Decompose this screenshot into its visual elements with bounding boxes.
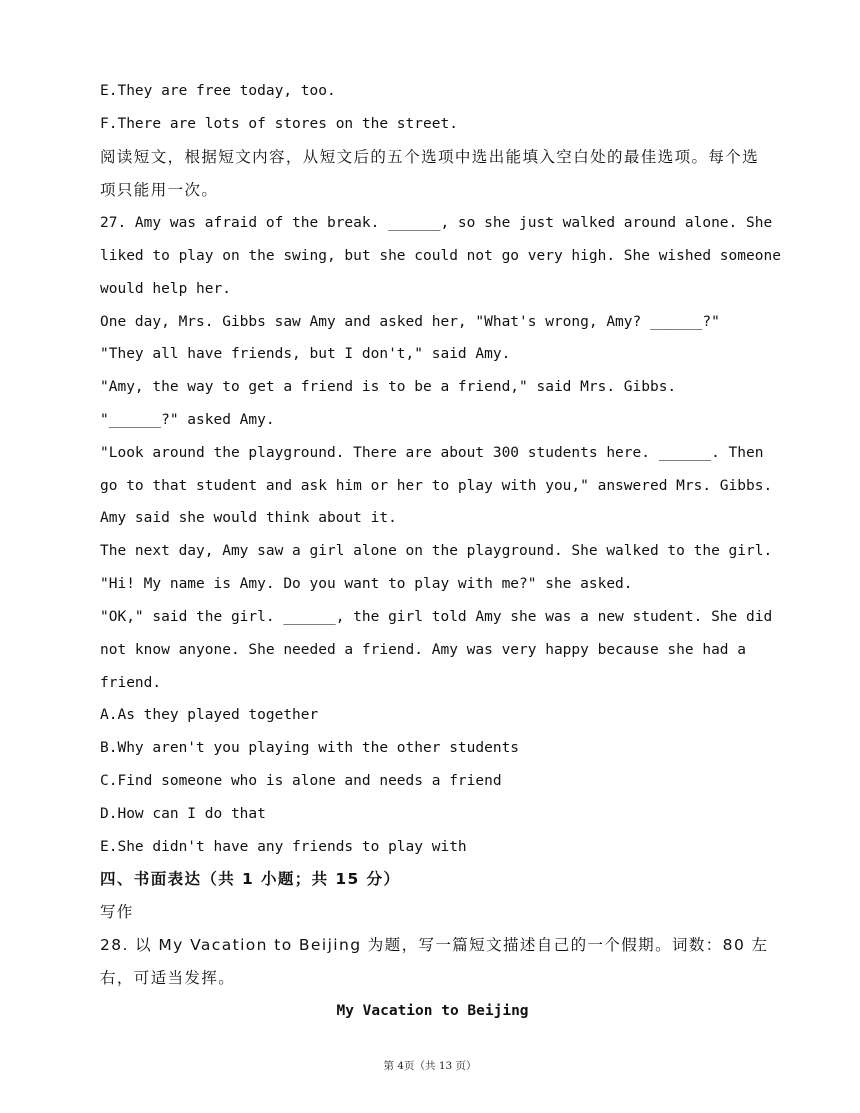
passage-line-5: "They all have friends, but I don't," said Amy.	[100, 346, 511, 362]
passage-line-12: "Hi! My name is Amy. Do you want to play with me?" she asked.	[100, 576, 633, 592]
q28-line-1: 28. 以 My Vacation to Beijing 为题，写一篇短文描述自己的一个假期。词数：80 左	[100, 936, 769, 954]
passage-line-3: would help her.	[100, 281, 231, 297]
passage-line-14: not know anyone. She needed a friend. Amy was very happy because she had a	[100, 642, 747, 658]
passage-line-13: "OK," said the girl. ______, the girl told Amy she was a new student. She did	[100, 609, 773, 625]
option-e: E.She didn't have any friends to play with	[100, 839, 467, 855]
passage-line-9: go to that student and ask him or her to play with you," answered Mrs. Gibbs.	[100, 478, 773, 494]
page-footer: 第 4页（共 13 页）	[383, 1060, 477, 1072]
section-heading: 四、书面表达（共 1 小题；共 15 分）	[100, 870, 401, 888]
passage-line-7: "______?" asked Amy.	[100, 412, 275, 428]
passage-line-10: Amy said she would think about it.	[100, 510, 397, 526]
passage-line-15: friend.	[100, 675, 162, 691]
passage-line-6: "Amy, the way to get a friend is to be a friend," said Mrs. Gibbs.	[100, 379, 677, 395]
option-e-q26: E.They are free today, too.	[100, 83, 336, 99]
option-a: A.As they played together	[100, 707, 319, 723]
option-f-q26: F.There are lots of stores on the street.	[100, 116, 458, 132]
option-b: B.Why aren't you playing with the other students	[100, 740, 520, 756]
option-c: C.Find someone who is alone and needs a friend	[100, 773, 502, 789]
passage-line-2: liked to play on the swing, but she could not go very high. She wished someone	[100, 248, 781, 264]
passage-line-8: "Look around the playground. There are about 300 students here. ______. Then	[100, 445, 764, 461]
option-d: D.How can I do that	[100, 806, 266, 822]
section-subheading: 写作	[100, 903, 134, 921]
passage-line-4: One day, Mrs. Gibbs saw Amy and asked her, "What's wrong, Amy? ______?"	[100, 314, 720, 330]
q28-line-2: 右，可适当发挥。	[100, 969, 236, 987]
instructions-line-1: 阅读短文，根据短文内容，从短文后的五个选项中选出能填入空白处的最佳选项。每个选	[100, 148, 760, 166]
passage-line-1: 27. Amy was afraid of the break. ______, so she just walked around alone. She	[100, 215, 773, 231]
essay-title: My Vacation to Beijing	[336, 1003, 529, 1019]
instructions-line-2: 项只能用一次。	[100, 181, 219, 199]
passage-line-11: The next day, Amy saw a girl alone on the playground. She walked to the girl.	[100, 543, 773, 559]
